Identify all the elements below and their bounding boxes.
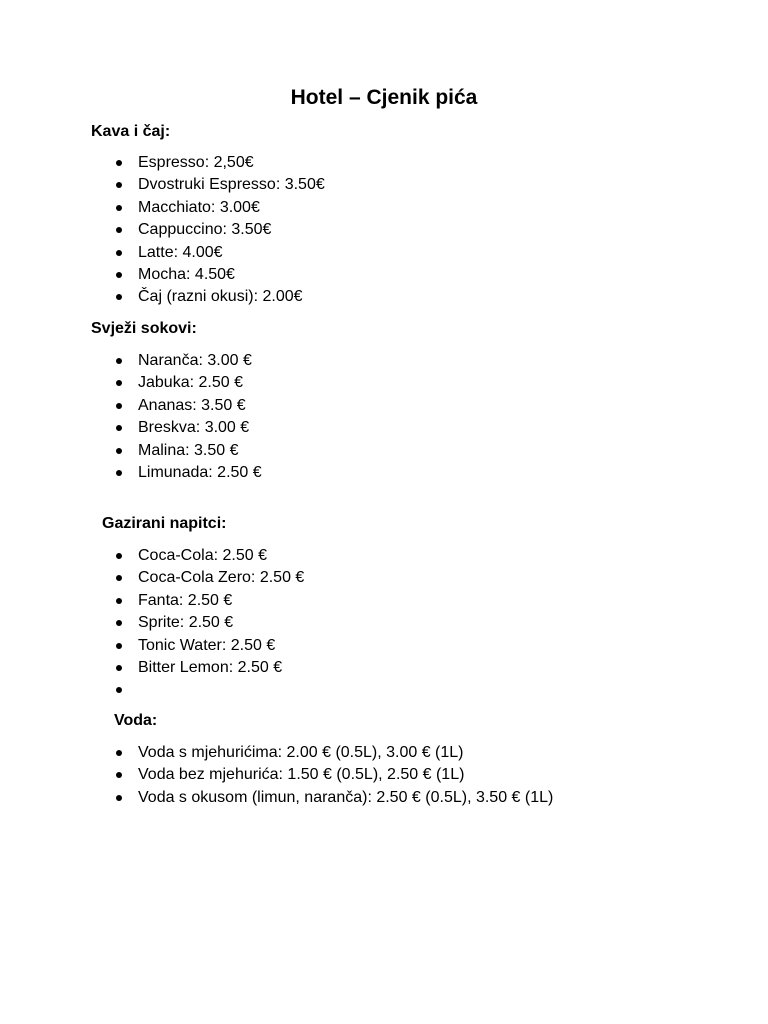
list-item-text: Dvostruki Espresso: 3.50€ bbox=[138, 176, 325, 194]
list-item-text: Jabuka: 2.50 € bbox=[138, 374, 243, 392]
bullet-icon bbox=[116, 403, 122, 409]
section-heading-sparkling-drinks: Gazirani napitci: bbox=[102, 515, 227, 532]
list-item bbox=[0, 152, 325, 174]
bullet-icon bbox=[116, 205, 122, 211]
list-item-text: Sprite: 2.50 € bbox=[138, 614, 234, 632]
list-item bbox=[0, 635, 304, 657]
list-item-text: Voda s mjehurićima: 2.00 € (0.5L), 3.00 € (1L) bbox=[138, 744, 464, 761]
bullet-icon bbox=[116, 425, 122, 431]
section-heading-coffee-tea: Kava i čaj: bbox=[91, 123, 171, 140]
bullet-icon bbox=[116, 448, 122, 454]
list-item-text: Limunada: 2.50 € bbox=[138, 463, 262, 481]
list-item bbox=[0, 286, 325, 308]
bullet-icon bbox=[116, 598, 122, 604]
section-heading-fresh-juices: Svježi sokovi: bbox=[91, 320, 197, 337]
list-item-text: Coca-Cola: 2.50 € bbox=[138, 547, 267, 564]
sparkling-drinks-list bbox=[0, 545, 304, 702]
list-item-text: Voda bez mjehurića: 1.50 € (0.5L), 2.50 € (1L) bbox=[138, 766, 465, 784]
list-item-text: Latte: 4.00€ bbox=[138, 243, 223, 261]
list-item-text: Fanta: 2.50 € bbox=[138, 591, 233, 609]
list-item bbox=[0, 242, 325, 264]
list-item-text: Espresso: 2,50€ bbox=[138, 154, 254, 171]
list-item-text: Ananas: 3.50 € bbox=[138, 396, 246, 414]
list-item bbox=[0, 440, 262, 462]
water-list bbox=[0, 742, 553, 809]
list-item bbox=[0, 372, 262, 394]
list-item-empty bbox=[0, 679, 304, 701]
bullet-icon bbox=[116, 294, 122, 300]
bullet-icon bbox=[116, 553, 122, 559]
list-item-text: Mocha: 4.50€ bbox=[138, 265, 235, 283]
list-item-text: Bitter Lemon: 2.50 € bbox=[138, 658, 283, 676]
list-item bbox=[0, 590, 304, 612]
bullet-icon bbox=[116, 772, 122, 778]
bullet-icon bbox=[116, 250, 122, 256]
bullet-icon bbox=[116, 160, 122, 166]
list-item bbox=[0, 395, 262, 417]
section-heading-water: Voda: bbox=[114, 712, 158, 729]
list-item-text: Naranča: 3.00 € bbox=[138, 352, 252, 369]
bullet-icon bbox=[116, 795, 122, 801]
bullet-icon bbox=[116, 227, 122, 233]
list-item-text: Voda s okusom (limun, naranča): 2.50 € (0.5L), 3.50 € (1L) bbox=[138, 788, 554, 806]
list-item bbox=[0, 462, 262, 484]
list-item bbox=[0, 174, 325, 196]
bullet-icon bbox=[116, 272, 122, 278]
list-item-text: Čaj (razni okusi): 2.00€ bbox=[138, 288, 303, 306]
fresh-juices-list bbox=[0, 350, 262, 484]
bullet-icon bbox=[116, 358, 122, 364]
list-item-text: Malina: 3.50 € bbox=[138, 441, 239, 459]
bullet-icon bbox=[116, 687, 122, 693]
list-item bbox=[0, 219, 325, 241]
document-title: Hotel – Cjenik pića bbox=[290, 86, 478, 109]
bullet-icon bbox=[116, 643, 122, 649]
bullet-icon bbox=[116, 470, 122, 476]
bullet-icon bbox=[116, 750, 122, 756]
bullet-icon bbox=[116, 182, 122, 188]
list-item bbox=[0, 742, 553, 764]
bullet-icon bbox=[116, 620, 122, 626]
list-item bbox=[0, 567, 304, 589]
bullet-icon bbox=[116, 380, 122, 386]
list-item-text: Macchiato: 3.00€ bbox=[138, 198, 260, 216]
list-item bbox=[0, 657, 304, 679]
list-item bbox=[0, 417, 262, 439]
list-item bbox=[0, 764, 553, 786]
list-item-text: Cappuccino: 3.50€ bbox=[138, 221, 272, 239]
bullet-icon bbox=[116, 575, 122, 581]
bullet-icon bbox=[116, 665, 122, 671]
list-item bbox=[0, 264, 325, 286]
list-item bbox=[0, 350, 262, 372]
list-item bbox=[0, 197, 325, 219]
coffee-tea-list bbox=[0, 152, 325, 309]
list-item bbox=[0, 612, 304, 634]
list-item-text: Tonic Water: 2.50 € bbox=[138, 636, 276, 654]
list-item bbox=[0, 545, 304, 567]
list-item bbox=[0, 787, 553, 809]
list-item-text: Coca-Cola Zero: 2.50 € bbox=[138, 569, 305, 587]
list-item-text: Breskva: 3.00 € bbox=[138, 419, 250, 437]
